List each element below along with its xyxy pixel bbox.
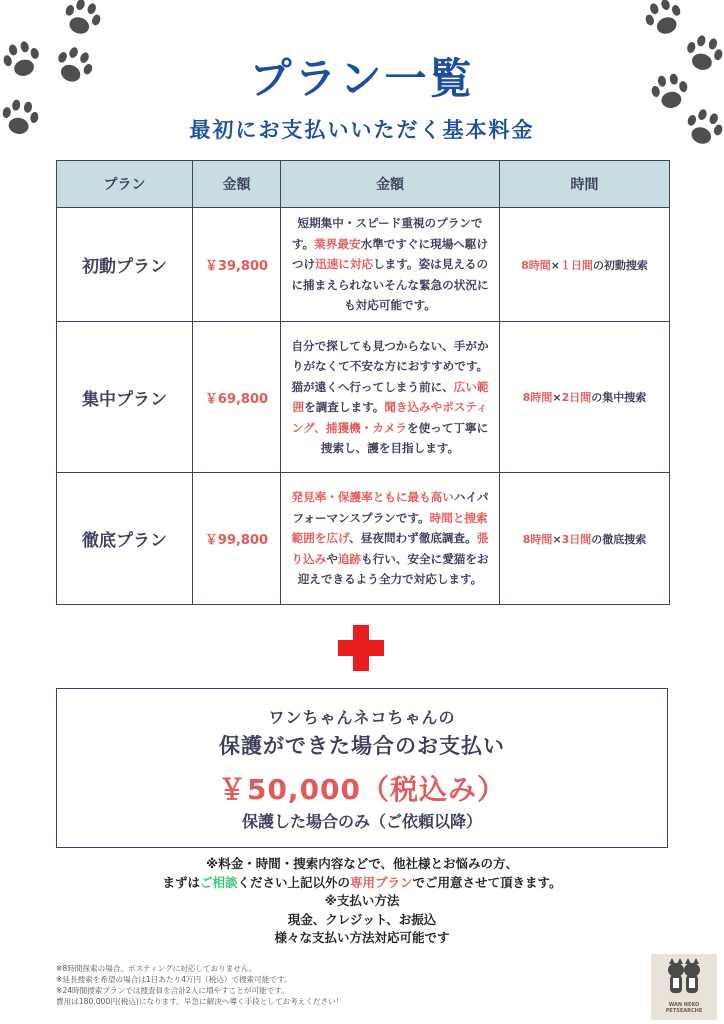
plan-time: 8時間×2日間の集中捜索 [500,322,670,473]
page-subtitle: 最初にお支払いいただく基本料金 [189,118,535,142]
footnote-item: ※8時間探索の場合、ポスティングに対応しておりません。 [56,964,257,973]
plus-icon [338,625,384,671]
plan-name: 初動プラン [57,208,193,322]
plan-price: ￥99,800 [193,473,281,605]
company-logo [651,954,717,1020]
table-header-row [57,161,670,208]
plan-table [56,160,670,605]
plan-description: 短期集中・スピード重視のプランです。業界最安水準ですぐに現場へ駆けつけ迅速に対応します。姿は見えるのに捕まえられないそんな緊急の状況にも対応可能です。 [281,208,500,322]
payment-method-heading: ※支払い方法 [324,893,400,908]
column-header-price: 金額 [193,161,281,208]
protection-fee-price: ￥50,000（税込み） [217,773,507,806]
protection-fee-note: 保護した場合のみ（ご依頼以降） [241,812,482,831]
plan-description: 自分で探しても見つからない、手がかりがなくて不安な方におすすめです。 猫が遠くへ行ってしまう前に、広い範囲を調査します。聞き込みやポスティング、捕獲機・カメラを使って丁寧に捜索し、護を目指します。 [281,322,500,473]
table-row [57,473,670,605]
plan-time: 8時間×１日間の初動捜索 [500,208,670,322]
plan-price: ￥39,800 [193,208,281,322]
protection-fee-box [56,688,668,848]
plan-time: 8時間×3日間の徹底捜索 [500,473,670,605]
column-header-description: 金額 [281,161,500,208]
logo-text: WAN NEKO PETSEARCHE [665,1002,703,1014]
logo-cats-icon [651,954,717,1000]
protection-fee-intro: ワンちゃんネコちゃんの [268,708,456,727]
footnote-item: ※24時間捜索プランでは捜査員を合計2人に増やすことが可能です。 [56,986,289,995]
info-line: ※料金・時間・捜索内容などで、他社様とお悩みの方、 [206,856,518,871]
plan-name: 集中プラン [57,322,193,473]
protection-fee-heading: 保護ができた場合のお支払い [219,734,505,758]
paw-icon [57,0,107,42]
table-row [57,208,670,322]
table-row [57,322,670,473]
payment-methods: 現金、クレジット、お振込 [287,911,437,927]
info-line: まずはご相談ください上記以外の専用プランでご用意させて頂きます。 [162,874,562,890]
payment-methods-note: 様々な支払い方法対応可能です [274,930,450,945]
plan-name: 徹底プラン [57,473,193,605]
footnotes [56,963,343,1007]
plan-price: ￥69,800 [193,322,281,473]
footnote-item: ※延長捜索を希望の場合は1日あたり4万円（税込）で捜索可能です。 [56,975,292,984]
column-header-time: 時間 [500,161,670,208]
paw-icon [639,0,689,42]
column-header-plan: プラン [57,161,193,208]
plan-description: 発見率・保護率ともに最も高いハイパフォーマンスプランです。時間と捜索範囲を広げ、昼夜問わず徹底調査。張り込みや追跡も行い、安全に愛猫をお迎えできるよう全力で対応します。 [281,473,500,605]
footnote-item: 費用は180,000円(税込)になります。早急に解決へ導く手段としてお考えください！ [56,997,344,1006]
page-title: プラン一覧 [249,54,475,103]
info-block [0,855,724,948]
